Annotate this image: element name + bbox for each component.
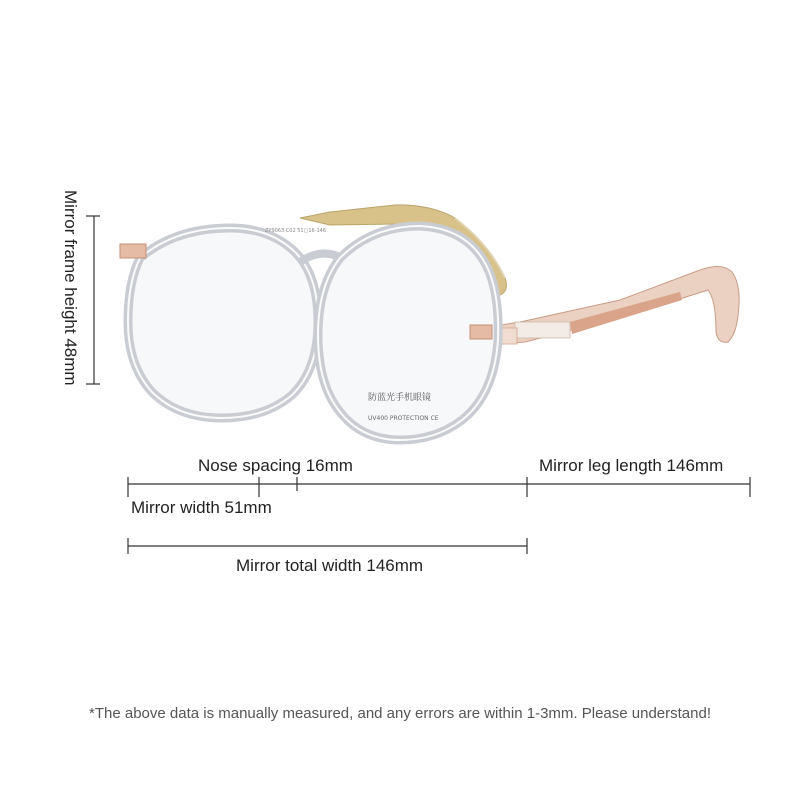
total-width-dimension	[128, 538, 527, 554]
right-hinge	[470, 325, 492, 339]
lens-width-label: Mirror width 51mm	[131, 498, 272, 517]
measurement-disclaimer: *The above data is manually measured, and any errors are within 1-3mm. Please understand!	[89, 705, 711, 722]
left-hinge	[120, 244, 146, 258]
temple-print: ZY9063 C02 51□16-146	[265, 228, 327, 234]
frame-height-label: Mirror frame height 48mm	[61, 190, 80, 386]
frame-height-dimension	[86, 216, 100, 384]
width-dimension-line	[128, 477, 750, 497]
near-temple	[470, 266, 739, 346]
leg-length-label: Mirror leg length 146mm	[539, 456, 724, 475]
lens-print-line1: 防蓝光手机眼镜	[368, 393, 432, 403]
left-lens	[128, 228, 318, 418]
lens-print-line2: UV400 PROTECTION CE	[368, 415, 439, 422]
total-width-label: Mirror total width 146mm	[236, 556, 424, 575]
nose-spacing-label: Nose spacing 16mm	[198, 456, 353, 475]
